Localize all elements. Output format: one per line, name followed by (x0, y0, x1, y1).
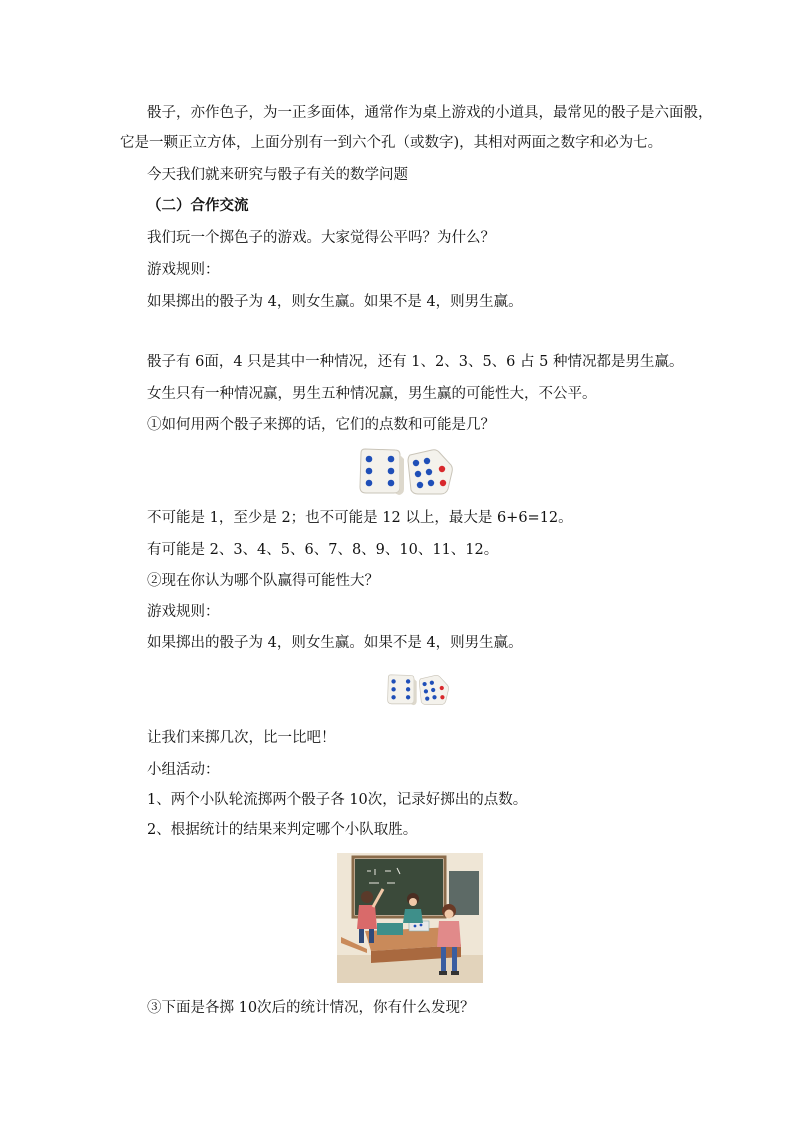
intro-line-3: 今天我们就来研究与骰子有关的数学问题 (147, 167, 408, 183)
rule-text: 如果掷出的骰子为 4，则女生赢。如果不是 4，则男生赢。 (147, 294, 523, 310)
activity-step-2: 2、根据统计的结果来判定哪个小队取胜。 (147, 822, 418, 838)
activity-label: 小组活动： (147, 762, 220, 778)
rule-text-2: 如果掷出的骰子为 4，则女生赢。如果不是 4，则男生赢。 (147, 635, 523, 651)
intro-line-1: 骰子，亦作色子，为一正多面体，通常作为桌上游戏的小道具，最常见的骰子是六面骰， (147, 105, 713, 121)
classroom-illustration (337, 853, 483, 983)
question-2: ②现在你认为哪个队赢得可能性大？ (147, 573, 379, 589)
answer-q1-line-2: 有可能是 2、3、4、5、6、7、8、9、10、11、12。 (147, 542, 499, 558)
die-left (360, 449, 404, 495)
activity-call: 让我们来掷几次，比一比吧！ (147, 730, 336, 746)
die-right-small (419, 675, 448, 704)
die-left-small (388, 675, 417, 705)
dice-pair-large (356, 447, 456, 497)
game-question: 我们玩一个掷色子的游戏。大家觉得公平吗？为什么？ (147, 230, 495, 246)
intro-line-2: 它是一颗正立方体，上面分别有一到六个孔（或数字)，其相对两面之数字和必为七。 (120, 135, 663, 151)
rules-label-2: 游戏规则： (147, 604, 220, 620)
activity-step-1: 1、两个小队轮流掷两个骰子各 10次，记录好掷出的点数。 (147, 792, 528, 808)
die-right (408, 450, 452, 494)
section-heading: （二）合作交流 (147, 197, 249, 214)
answer-q1-line-1: 不可能是 1，至少是 2；也不可能是 12 以上，最大是 6+6=12。 (147, 510, 573, 526)
question-3: ③下面是各掷 10次后的统计情况，你有什么发现？ (147, 1000, 475, 1016)
rules-label: 游戏规则： (147, 262, 220, 278)
question-1: ①如何用两个骰子来掷的话，它们的点数和可能是几？ (147, 417, 495, 433)
answer-line-1: 骰子有 6面，4 只是其中一种情况，还有 1、2、3、5、6 占 5 种情况都是男生赢。 (147, 354, 684, 370)
dice-pair-small (385, 673, 451, 707)
answer-line-2: 女生只有一种情况赢，男生五种情况赢，男生赢的可能性大，不公平。 (147, 386, 597, 402)
